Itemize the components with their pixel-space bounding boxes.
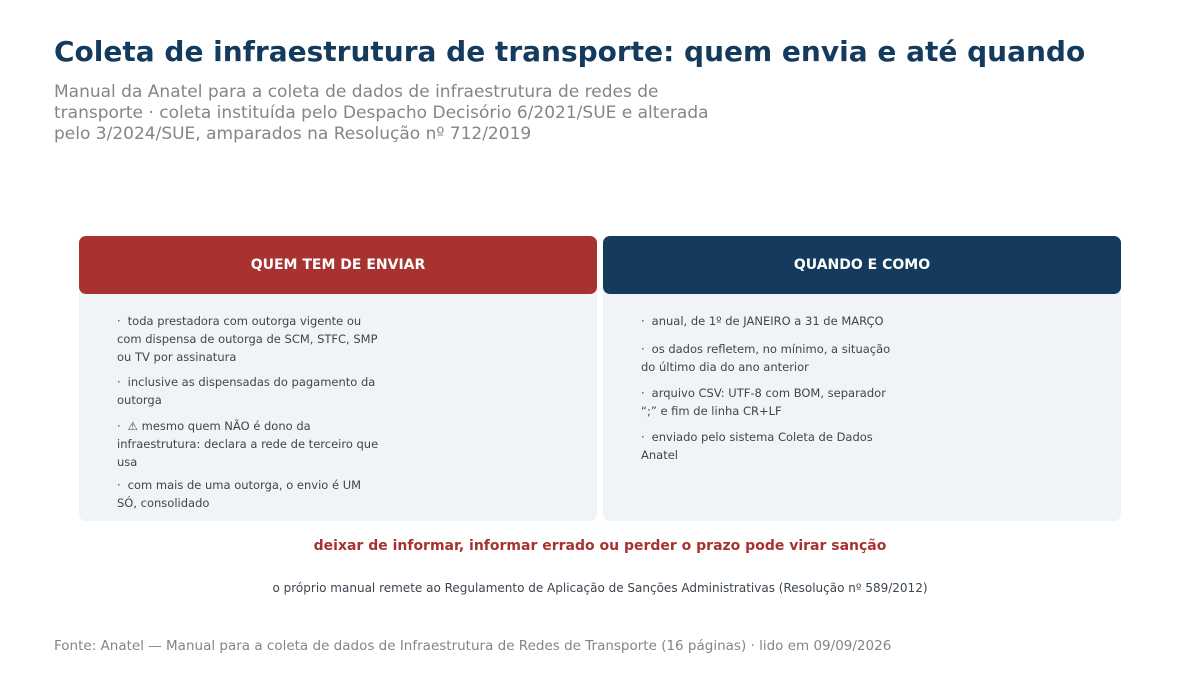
bullet-icon: · — [641, 342, 645, 356]
bullet-icon: · — [117, 419, 121, 433]
list-item — [641, 428, 903, 464]
list-item — [117, 417, 379, 471]
list-item-text: toda prestadora com outorga vigente ou com dispensa de outorga de SCM, STFC, SMP ou TV por assinatura — [117, 314, 378, 364]
list-item — [117, 312, 379, 366]
bullet-icon: · — [641, 386, 645, 400]
list-item-text: inclusive as dispensadas do pagamento da outorga — [117, 375, 376, 407]
sanction-warning: deixar de informar, informar errado ou perder o prazo pode virar sanção — [313, 538, 887, 554]
list-item-text: os dados refletem, no mínimo, a situação do último dia do ano anterior — [641, 342, 891, 374]
list-item — [117, 476, 379, 512]
who-must-send-header: QUEM TEM DE ENVIAR — [79, 236, 597, 294]
who-must-send-panel — [79, 236, 597, 521]
page-title: Coleta de infraestrutura de transporte: quem envia e até quando — [54, 35, 1086, 68]
when-and-how-panel — [603, 236, 1121, 521]
list-item-text: com mais de uma outorga, o envio é UM SÓ, consolidado — [117, 478, 362, 510]
regulation-note: o próprio manual remete ao Regulamento de Aplicação de Sanções Administrativas (Resolução nº 589/2012) — [272, 581, 928, 595]
page-subtitle: Manual da Anatel para a coleta de dados de infraestrutura de redes de transporte · coleta instituída pelo Despacho Decisório 6/2021/SUE e alterada pelo 3/2024/SUE, amparados na Resolução nº 712/2019 — [54, 82, 709, 144]
bullet-icon: · — [117, 314, 121, 328]
source-footer: Fonte: Anatel — Manual para a coleta de dados de Infraestrutura de Redes de Transporte (16 páginas) · lido em 09/09/2026 — [54, 638, 892, 654]
list-item — [641, 384, 903, 420]
list-item — [641, 340, 903, 376]
list-item — [641, 312, 903, 330]
list-item-text: arquivo CSV: UTF-8 com BOM, separador “;” e fim de linha CR+LF — [641, 386, 886, 418]
bullet-icon: · — [117, 478, 121, 492]
bullet-icon: · — [117, 375, 121, 389]
list-item-text: anual, de 1º de JANEIRO a 31 de MARÇO — [651, 314, 884, 328]
list-item — [117, 373, 379, 409]
when-and-how-header: QUANDO E COMO — [603, 236, 1121, 294]
bullet-icon: · — [641, 430, 645, 444]
bullet-icon: · — [641, 314, 645, 328]
list-item-text: ⚠ mesmo quem NÃO é dono da infraestrutura: declara a rede de terceiro que usa — [117, 419, 379, 469]
list-item-text: enviado pelo sistema Coleta de Dados Anatel — [641, 430, 873, 462]
